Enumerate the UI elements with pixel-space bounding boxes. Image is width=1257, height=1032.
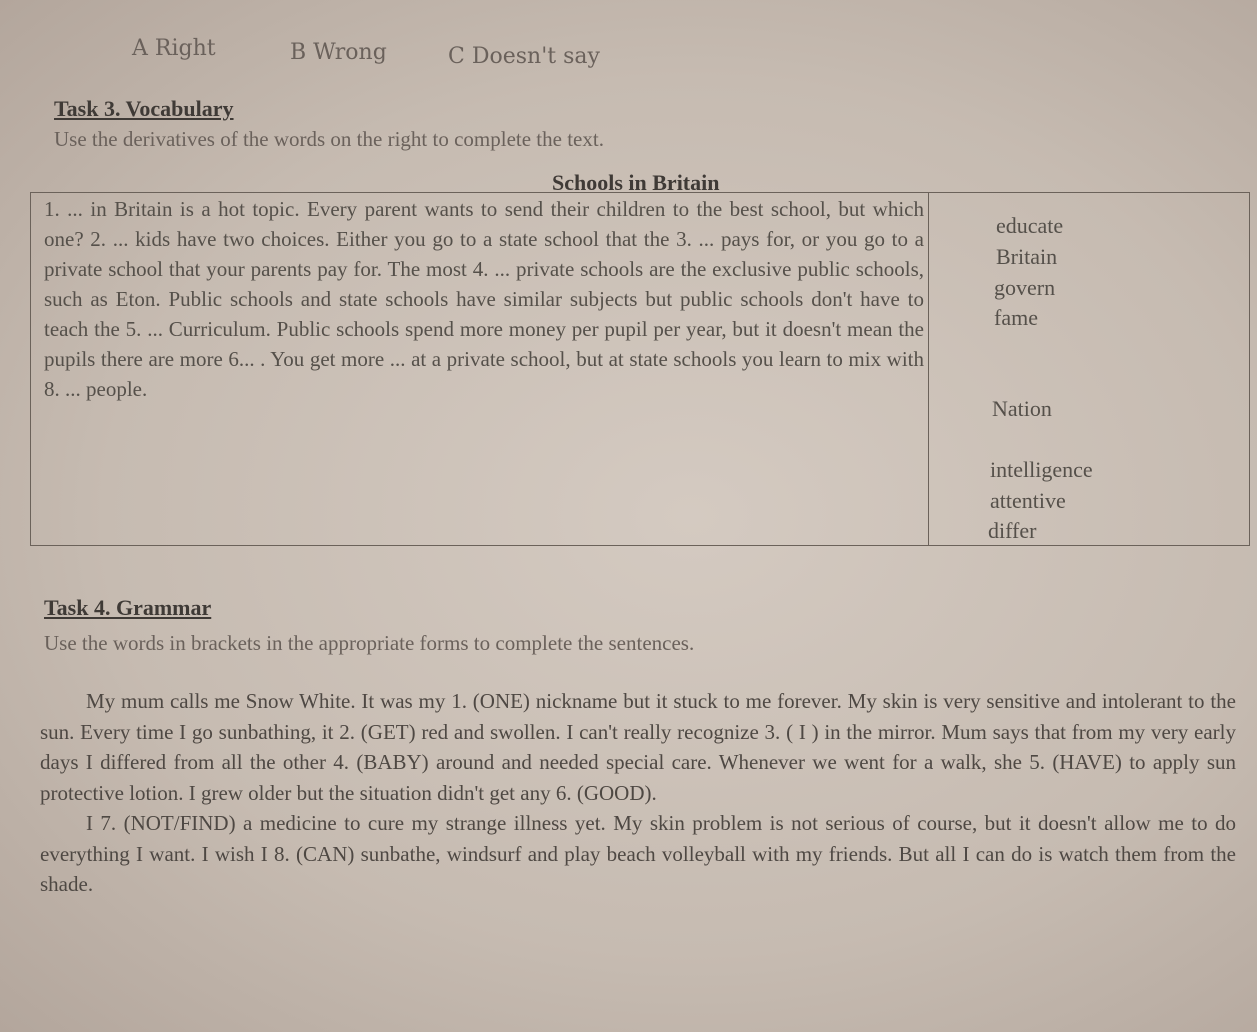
option-b: B Wrong <box>290 40 387 65</box>
vocab-word: Britain <box>996 244 1058 269</box>
task3-heading: Task 3. Vocabulary <box>54 96 234 121</box>
vocab-table-divider <box>928 192 929 546</box>
vocab-word: educate <box>996 213 1064 238</box>
option-c: C Doesn't say <box>448 44 600 69</box>
vocab-passage: 1. ... in Britain is a hot topic. Every parent wants to send their children to the best school, but which one? 2. ... kids have two choices. Either you go to a state school that the 3. ... pays for, or you go to a private school that your parents pay for. The most 4. ... private schools are the exclusive public schools, such as Eton. Public schools and state schools have similar subjects but public schools don't have to teach the 5. ... Curriculum. Public schools spend more money per pupil per year, but it doesn't mean the pupils there are more 6... . You get more ... at a private school, but at state schools you learn to mix with 8. ... people. <box>44 197 924 401</box>
task4-heading: Task 4. Grammar <box>44 595 212 620</box>
vocab-table-title: Schools in Britain <box>552 170 720 195</box>
vocab-word: differ <box>988 518 1037 543</box>
grammar-passage <box>40 686 1236 900</box>
grammar-paragraph: My mum calls me Snow White. It was my 1. (ONE) nickname but it stuck to me forever. My skin is very sensitive and intolerant to the sun. Every time I go sunbathing, it 2. (GET) red and swollen. I can't really recognize 3. ( I ) in the mirror. Mum says that from my very early days I differed from all the other 4. (BABY) around and needed special care. Whenever we went for a walk, she 5. (HAVE) to apply sun protective lotion. I grew older but the situation didn't get any 6. (GOOD). <box>40 689 1236 805</box>
grammar-paragraph: I 7. (NOT/FIND) a medicine to cure my strange illness yet. My skin problem is not serious of course, but it doesn't allow me to do everything I want. I wish I 8. (CAN) sunbathe, windsurf and play beach volleyball with my friends. But all I can do is watch them from the shade. <box>40 811 1236 896</box>
vocab-word: Nation <box>992 396 1052 421</box>
vocab-word: intelligence <box>990 457 1093 482</box>
option-a: A Right <box>132 36 216 61</box>
vocab-word: fame <box>994 305 1038 330</box>
vocab-word: govern <box>994 275 1056 300</box>
task3-instruction: Use the derivatives of the words on the right to complete the text. <box>54 127 604 151</box>
task4-instruction: Use the words in brackets in the appropriate forms to complete the sentences. <box>44 631 695 655</box>
vocab-word: attentive <box>990 488 1066 513</box>
